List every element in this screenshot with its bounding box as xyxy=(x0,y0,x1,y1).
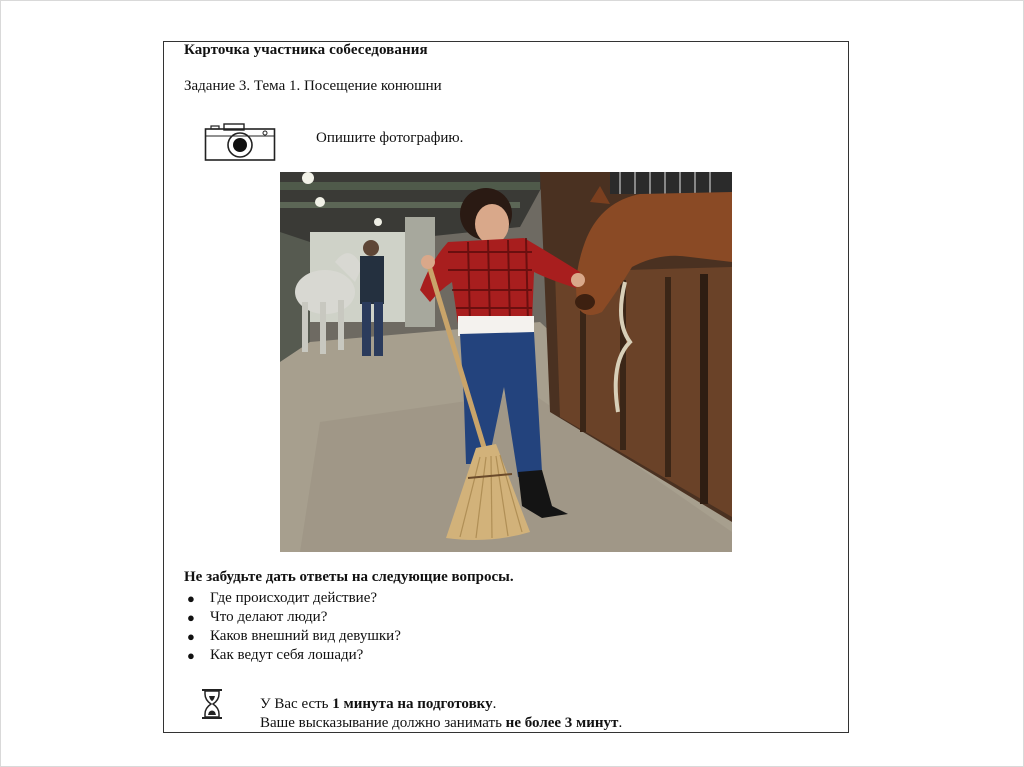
questions-block xyxy=(184,569,514,665)
question-text: Как ведут себя лошади? xyxy=(210,647,364,663)
participant-card xyxy=(163,41,849,733)
bullet-icon: ● xyxy=(187,629,195,644)
bullet-icon: ● xyxy=(187,591,195,606)
question-list xyxy=(184,589,514,665)
question-text: Что делают люди? xyxy=(210,609,328,625)
photo-woman-sweeping-stable xyxy=(280,172,732,552)
bullet-icon: ● xyxy=(187,648,195,663)
question-item xyxy=(184,608,514,627)
camera-icon xyxy=(204,122,276,162)
question-item xyxy=(184,589,514,608)
task-heading: Задание 3. Тема 1. Посещение конюшни xyxy=(184,78,442,94)
preparation-text xyxy=(260,695,622,733)
instruction-text: Опишите фотографию. xyxy=(316,130,464,146)
prep-line-1: У Вас есть 1 минута на подготовку. xyxy=(260,696,497,712)
question-text: Где происходит действие? xyxy=(210,590,378,606)
stable-photo xyxy=(280,172,732,552)
hourglass-icon xyxy=(200,688,224,720)
question-text: Каков внешний вид девушки? xyxy=(210,628,401,644)
prep-line-2: Ваше высказывание должно занимать не более 3 минут. xyxy=(260,715,623,731)
card-title: Карточка участника собеседования xyxy=(184,42,428,58)
question-item xyxy=(184,646,514,665)
bullet-icon: ● xyxy=(187,610,195,625)
questions-title: Не забудьте дать ответы на следующие вопросы. xyxy=(184,569,514,585)
question-item xyxy=(184,627,514,646)
